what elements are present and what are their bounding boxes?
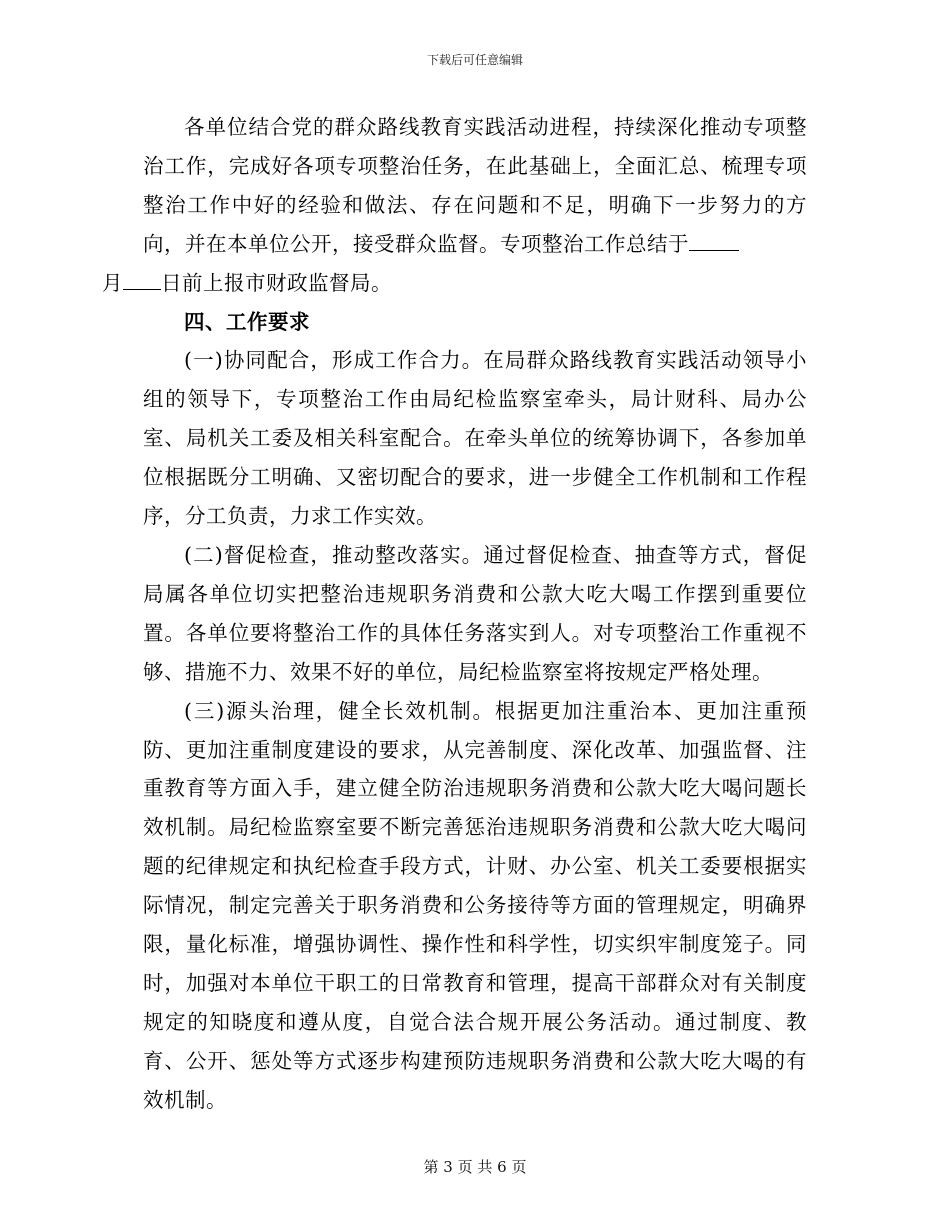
page-header-note: 下载后可任意编辑 [426, 53, 523, 67]
requirement-paragraph-1: (一)协同配合，形成工作合力。在局群众路线教育实践活动领导小组的领导下，专项整治工作由局纪检监察室牵头，局计财科、局办公室、局机关工委及相关科室配合。在牵头单位的统筹协调下，各参加单位根据既分工明确、又密切配合的要求，进一步健全工作机制和工作程序，分工负责，力求工作实效。 [143, 348, 807, 529]
section-heading: 四、工作要求 [184, 309, 310, 334]
intro-month-label: 月 [102, 270, 123, 295]
document-body [102, 108, 807, 1120]
blank-field-day [123, 267, 161, 290]
page-number: 第 3 页 共 6 页 [423, 1158, 527, 1176]
requirement-paragraph-2: (二)督促检查，推动整改落实。通过督促检查、抽查等方式，督促局属各单位切实把整治违规职务消费和公款大吃大喝工作摆到重要位置。各单位要将整治工作的具体任务落实到人。对专项整治工作重视不够、措施不力、效果不好的单位，局纪检监察室将按规定严格处理。 [143, 542, 807, 684]
intro-paragraph [102, 108, 807, 303]
intro-text: 各单位结合党的群众路线教育实践活动进程，持续深化推动专项整治工作，完成好各项专项整治任务，在此基础上，全面汇总、梳理专项整治工作中好的经验和做法、存在问题和不足，明确下一步努力的方向，并在本单位公开，接受群众监督。专项整治工作总结于 [143, 115, 807, 256]
requirement-paragraph-3: (三)源头治理，健全长效机制。根据更加注重治本、更加注重预防、更加注重制度建设的要求，从完善制度、深化改革、加强监督、注重教育等方面入手，建立健全防治违规职务消费和公款大吃大喝问题长效机制。局纪检监察室要不断完善惩治违规职务消费和公款大吃大喝问题的纪律规定和执纪检查手段方式，计财、办公室、机关工委要根据实际情况，制定完善关于职务消费和公务接待等方面的管理规定，明确界限，量化标准，增强协调性、操作性和科学性，切实织牢制度笼子。同时，加强对本单位干职工的日常教育和管理，提高干部群众对有关制度规定的知晓度和遵从度，自觉合法合规开展公务活动。通过制度、教育、公开、惩处等方式逐步构建预防违规职务消费和公款大吃大喝的有效机制。 [143, 698, 807, 1112]
intro-deadline-text: 日前上报市财政监督局。 [161, 270, 392, 295]
blank-field-month [689, 228, 739, 251]
